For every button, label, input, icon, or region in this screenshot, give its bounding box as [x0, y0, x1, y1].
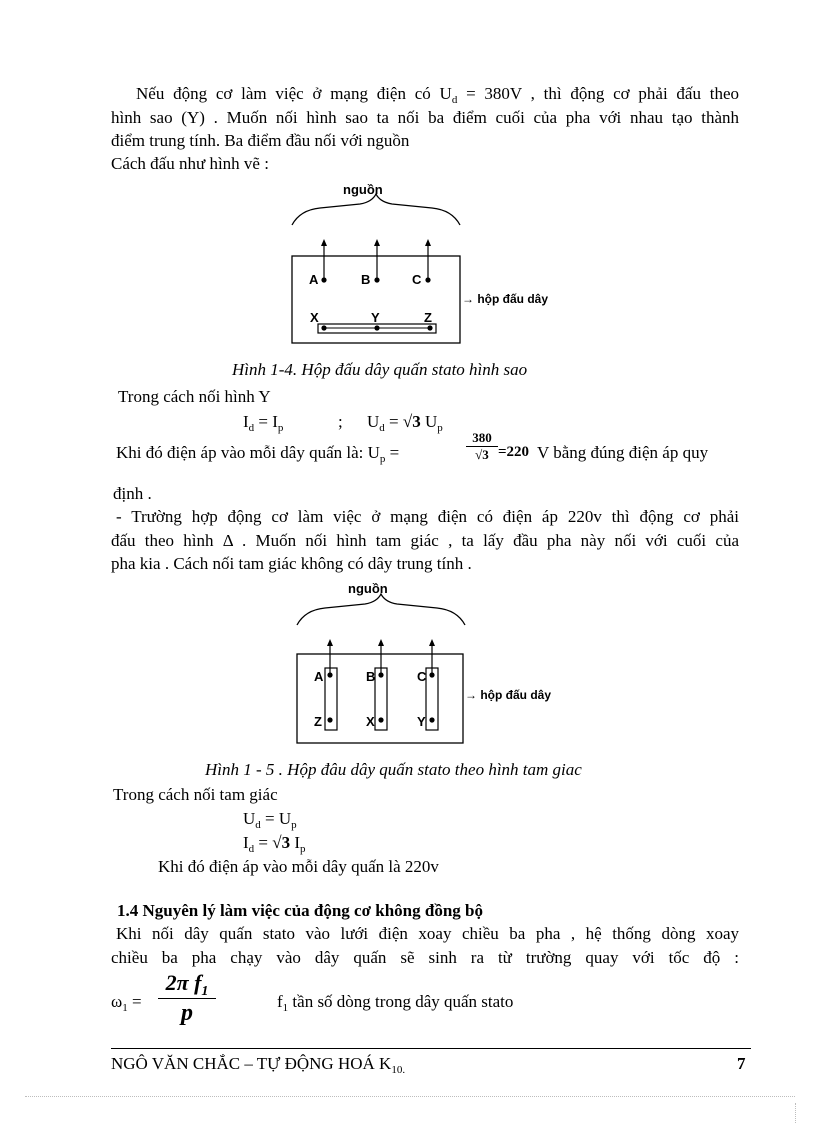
fig2-terminal-b: B: [366, 669, 376, 684]
arrow-up-icon: [378, 639, 384, 646]
arrow-up-icon: [429, 639, 435, 646]
frac-denominator: √3: [475, 447, 489, 462]
para1-line3: điểm trung tính. Ba điểm đầu nối với nguồn: [111, 131, 410, 150]
star-heading: Trong cách nối hình Y: [118, 387, 271, 406]
fig1-terminal-b: B: [361, 272, 371, 287]
omega-fraction: [158, 968, 216, 1027]
footer-author: NGÔ VĂN CHẮC – TỰ ĐỘNG HOÁ $K_{10.}$: [111, 1054, 406, 1076]
omega-frac-numerator: 2π $f_1$: [158, 968, 216, 999]
fig2-terminal-z: Z: [314, 714, 322, 729]
page-number: 7: [737, 1054, 746, 1073]
fig1-terminal-c: C: [412, 272, 422, 287]
fig1-terminal-z: Z: [424, 310, 432, 325]
para1-line1: Nếu động cơ làm việc ở mạng điện có $U_d = 380V$ , thì động cơ phải đấu theo: [136, 84, 740, 106]
arrow-up-icon: [425, 239, 431, 246]
fig2-terminal-y: Y: [417, 714, 426, 729]
star-voltage-line-b: V bằng đúng điện áp quy: [537, 443, 709, 462]
star-frac-result: =220: [498, 444, 530, 460]
fig1-terminal-a: A: [309, 272, 319, 287]
omega-lhs: $\omega_1$ =: [111, 992, 142, 1014]
para2-line2: đấu theo hình Δ . Muốn nối hình tam giác , ta lấy đầu pha này nối với cuối của: [111, 531, 739, 550]
section-line2: chiều ba pha chạy vào dây quấn sẽ sinh ra từ trường quay với tốc độ :: [111, 948, 739, 967]
fig1-terminal-x: X: [310, 310, 319, 325]
fig2-terminal-x: X: [366, 714, 375, 729]
star-fraction: [466, 430, 498, 463]
para1-line4: Cách đấu như hình vẽ :: [111, 154, 269, 173]
fig2-terminal-c: C: [417, 669, 427, 684]
fig1-terminal-y: Y: [371, 310, 380, 325]
frac-numerator: 380: [466, 430, 498, 447]
section-line1: Khi nối dây quấn stato vào lưới điện xoay chiều ba pha , hệ thống dòng xoay: [116, 924, 739, 943]
section-heading: 1.4 Nguyên lý làm việc của động cơ không đồng bộ: [117, 901, 483, 920]
fig2-source-label: nguồn: [348, 581, 388, 596]
brace-shape: [297, 594, 465, 625]
delta-eq-voltage: $U_d = U_p$: [243, 809, 297, 831]
para2-line1: - Trường hợp động cơ làm việc ở mạng điện có điện áp 220v thì động cơ phải: [116, 507, 739, 526]
arrow-up-icon: [374, 239, 380, 246]
delta-eq-current: $I_d = √3$ $I_p$: [243, 833, 306, 855]
delta-line: Khi đó điện áp vào mỗi dây quấn là 220v: [158, 857, 439, 876]
fig2-caption: Hình 1 - 5 . Hộp đâu dây quấn stato theo hình tam giac: [205, 760, 582, 779]
omega-frac-denominator: p: [181, 1000, 193, 1026]
fig1-source-label: nguồn: [343, 182, 383, 197]
para2-line3: pha kia . Cách nối tam giác không có dây trung tính .: [111, 554, 472, 573]
footer-rule: [111, 1048, 751, 1049]
star-eq-current: $I_d = I_p$: [243, 412, 284, 434]
fig2-box-label: → hộp đấu dây: [465, 688, 552, 702]
fig1-box-label: → hộp đấu dây: [462, 292, 549, 306]
star-sep: ;: [338, 412, 343, 431]
brace-shape: [292, 194, 460, 225]
arrow-up-icon: [321, 239, 327, 246]
arrow-up-icon: [327, 639, 333, 646]
para1-line2: hình sao (Y) . Muốn nối hình sao ta nối ba điểm cuối của pha với nhau tạo thành: [111, 108, 739, 127]
star-eq-voltage: $U_d = √3$ $U_p$: [367, 412, 443, 434]
page-corner-guide: [795, 1103, 796, 1123]
delta-heading: Trong cách nối tam giác: [113, 785, 278, 804]
fig2-terminal-a: A: [314, 669, 324, 684]
star-voltage-line-c: định .: [113, 484, 152, 503]
star-voltage-line-a: Khi đó điện áp vào mỗi dây quấn là: $U_p$ =: [116, 443, 400, 465]
f1-description: $f_1$ tần số dòng trong dây quấn stato: [277, 992, 514, 1014]
fig2-diagram: [0, 580, 816, 760]
fig1-caption: Hình 1-4. Hộp đấu dây quấn stato hình sao: [232, 360, 528, 379]
page-bottom-guide: [25, 1096, 795, 1097]
